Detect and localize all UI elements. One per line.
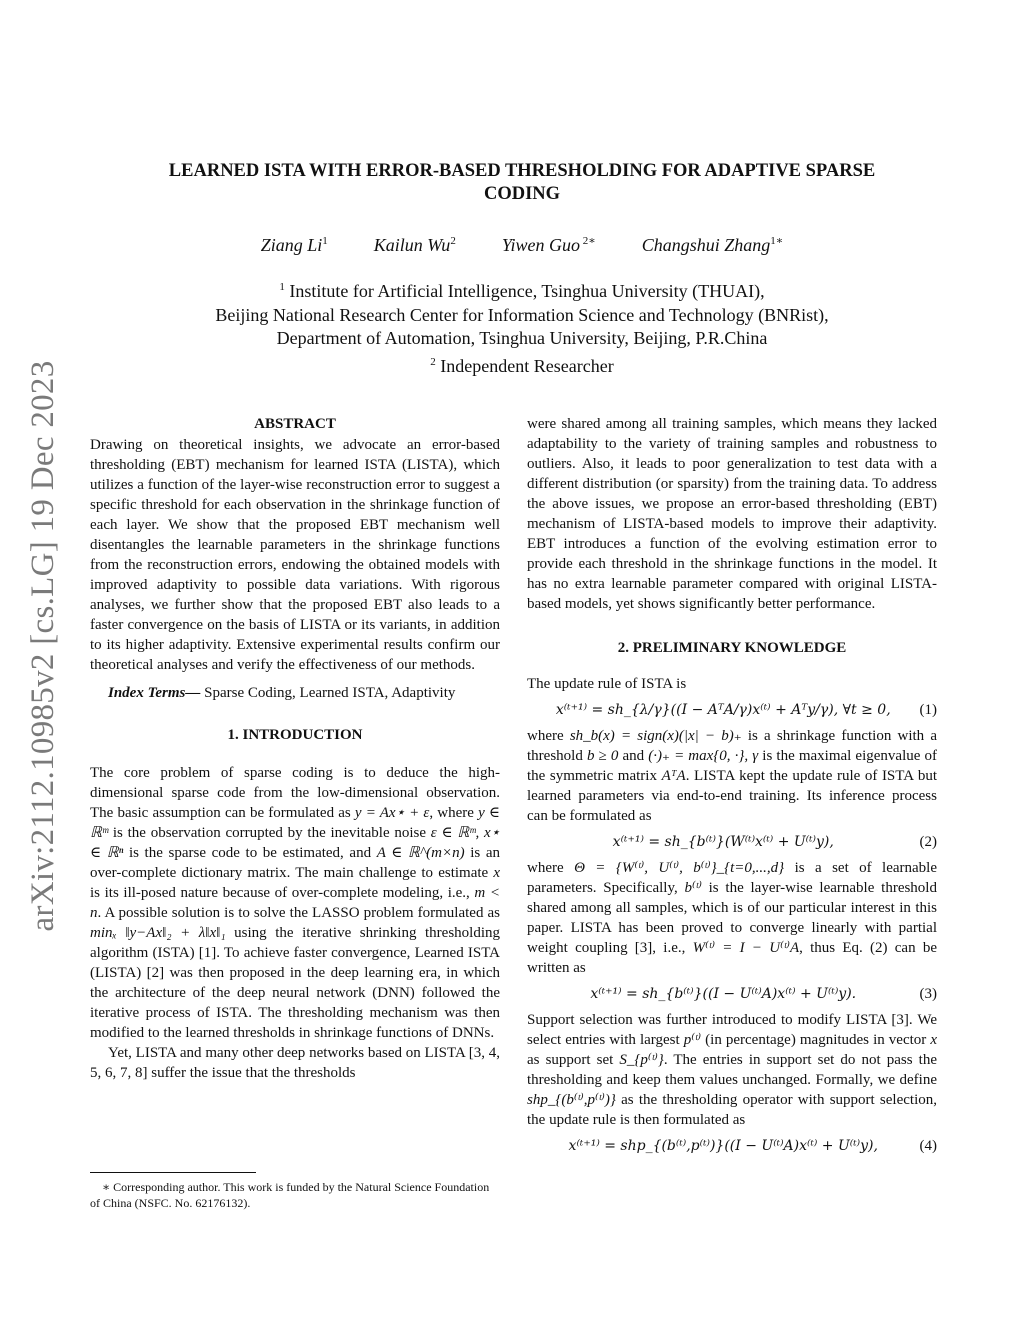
abstract-heading: ABSTRACT: [254, 416, 336, 432]
author: Ziang Li$^1$: [260, 235, 328, 255]
section-2-heading: 2. PRELIMINARY KNOWLEDGE: [617, 640, 847, 656]
paper-title: [110, 160, 934, 206]
affiliation-line: Department of Automation, Tsinghua University, Beijing, P.R.China: [276, 328, 768, 348]
equation-2: x⁽ᵗ⁺¹⁾ = sh_{b⁽ᵗ⁾}(W⁽ᵗ⁾x⁽ᵗ⁾ + U⁽ᵗ⁾y), (2): [612, 834, 937, 850]
abstract-text: Drawing on theoretical insights, we advocate an error-based thresholding (EBT) mechanism for learned ISTA (LISTA), which utilizes a function of the layer-wise reconstruction error to suggest a specific threshold for each observation in the shrinkage function of each layer. We show that the proposed EBT mechanism well disentangles the learnable parameters in the shrinkage functions from the reconstruction errors, endowing the obtained models with improved adaptivity to possible data variations. With rigorous analyses, we further show that the proposed EBT also leads to a faster convergence on the basis of LISTA or its variants, in addition to its higher adaptivity. Extensive experimental results confirm our theoretical analyses and verify the effectiveness of our methods.: [90, 437, 500, 673]
section-1-heading: 1. INTRODUCTION: [227, 727, 363, 743]
index-terms: Index Terms— Sparse Coding, Learned ISTA, Adaptivity: [108, 685, 456, 701]
intro-continuation: were shared among all training samples, which means they lacked adaptability to the variety of training samples and robustness to outliers. Also, it leads to poor generalization to test data with a different distribution (or sparsity) from the training data. To address the above issues, we propose an error-based thresholding (EBT) mechanism of LISTA-based models to improve their adaptivity. EBT introduces a function of the evolving estimation error to provide each threshold in the shrinkage functions in the model. It has no extra learnable parameter compared with original LISTA-based models, yet shows significantly better performance.: [527, 416, 937, 612]
arxiv-stamp: arXiv:2112.10985v2 [cs.LG] 19 Dec 2023: [25, 360, 61, 932]
intro-paragraph-1: The core problem of sparse coding is to deduce the high-dimensional sparse code from the low-dimensional observation. The basic assumption can be formulated as y = Ax⋆ + ε, where y ∈ ℝᵐ is the observation corrupted by the inevitable noise ε ∈ ℝᵐ, x⋆ ∈ ℝⁿ is the sparse code to be estimated, and A ∈ ℝ^(m×n) is an over-complete dictionary matrix. The main challenge to estimate x is its ill-posed nature because of over-complete modeling, i.e., m < n. A possible solution is to solve the LASSO problem formulated as minₓ ‖y−Ax‖₂ + λ‖x‖₁ using the iterative shrinking thresholding algorithm (ISTA) [1]. To achieve faster convergence, Learned ISTA (LISTA) [2] was then proposed in the deep learning era, in which the architecture of the deep neural network (DNN) followed the iterative process of ISTA. The thresholding mechanism was then modified to the learned thresholds in shrinkage functions of DNNs.: [90, 765, 500, 1041]
title-line-1: LEARNED ISTA WITH ERROR-BASED THRESHOLDING FOR ADAPTIVE SPARSE: [168, 161, 876, 181]
affiliation-line: Beijing National Research Center for Information Science and Technology (BNRist),: [215, 304, 829, 325]
affiliation-line: $^1$ Institute for Artificial Intelligence, Tsinghua University (THUAI),: [279, 281, 765, 301]
intro-paragraph-2: Yet, LISTA and many other deep networks based on LISTA [3, 4, 5, 6, 7, 8] suffer the issue that the thresholds: [90, 1045, 500, 1081]
prelim-paragraph-2: where Θ = {W⁽ᵗ⁾, U⁽ᵗ⁾, b⁽ᵗ⁾}_{t=0,...,d} is a set of learnable parameters. Specifically, b⁽ᵗ⁾ is the layer-wise learnable threshold shared among all samples, which is of our particular interest in this paper. LISTA has been proved to converge linearly with partial weight coupling [3], i.e., W⁽ᵗ⁾ = I − U⁽ᵗ⁾A, thus Eq. (2) can be written as: [527, 860, 938, 976]
equation-1: x⁽ᵗ⁺¹⁾ = sh_{λ/γ}((I − AᵀA/γ)x⁽ᵗ⁾ + Aᵀy/γ), ∀t ≥ 0, (1): [555, 702, 937, 718]
equation-4: x⁽ᵗ⁺¹⁾ = shp_{(b⁽ᵗ⁾,p⁽ᵗ⁾)}((I − U⁽ᵗ⁾A)x⁽ᵗ⁾ + U⁽ᵗ⁾y), (4): [568, 1138, 937, 1154]
right-column: [527, 414, 937, 1162]
author: Kailun Wu$^2$: [373, 235, 456, 255]
prelim-paragraph-3: Support selection was further introduced to modify LISTA [3]. We select entries with largest p⁽ᵗ⁾ (in percentage) magnitudes in vector x as support set S_{p⁽ᵗ⁾}. The entries in support set do not pass the thresholding and keep them values unchanged. Formally, we define shp_{(b⁽ᵗ⁾,p⁽ᵗ⁾)} as the thresholding operator with support selection, the update rule is then formulated as: [527, 1012, 937, 1128]
left-column: [90, 414, 500, 1083]
affiliation-line: $^2$ Independent Researcher: [430, 355, 614, 376]
equation-3: x⁽ᵗ⁺¹⁾ = sh_{b⁽ᵗ⁾}((I − U⁽ᵗ⁾A)x⁽ᵗ⁾ + U⁽ᵗ⁾y). (3): [590, 986, 937, 1002]
footnote: ∗ Corresponding author. This work is funded by the Natural Science Foundation of China (NSFC. No. 62176132).: [90, 1172, 500, 1211]
author-list: [110, 231, 934, 255]
prelim-intro: The update rule of ISTA is: [527, 676, 687, 692]
title-line-2: CODING: [483, 184, 561, 204]
author: Yiwen Guo $^{2∗}$: [501, 235, 596, 255]
author: Changshui Zhang$^{1∗}$: [641, 235, 784, 255]
footnote-rule: [90, 1172, 256, 1173]
prelim-paragraph-1: where sh_b(x) = sign(x)(|x| − b)₊ is a shrinkage function with a threshold b ≥ 0 and (·)₊ = max{0, ·}, γ is the maximal eigenvalue of the symmetric matrix AᵀA. LISTA kept the update rule of ISTA but learned parameters via end-to-end training. Its inference process can be formulated as: [527, 728, 938, 824]
affiliations: [110, 276, 934, 378]
